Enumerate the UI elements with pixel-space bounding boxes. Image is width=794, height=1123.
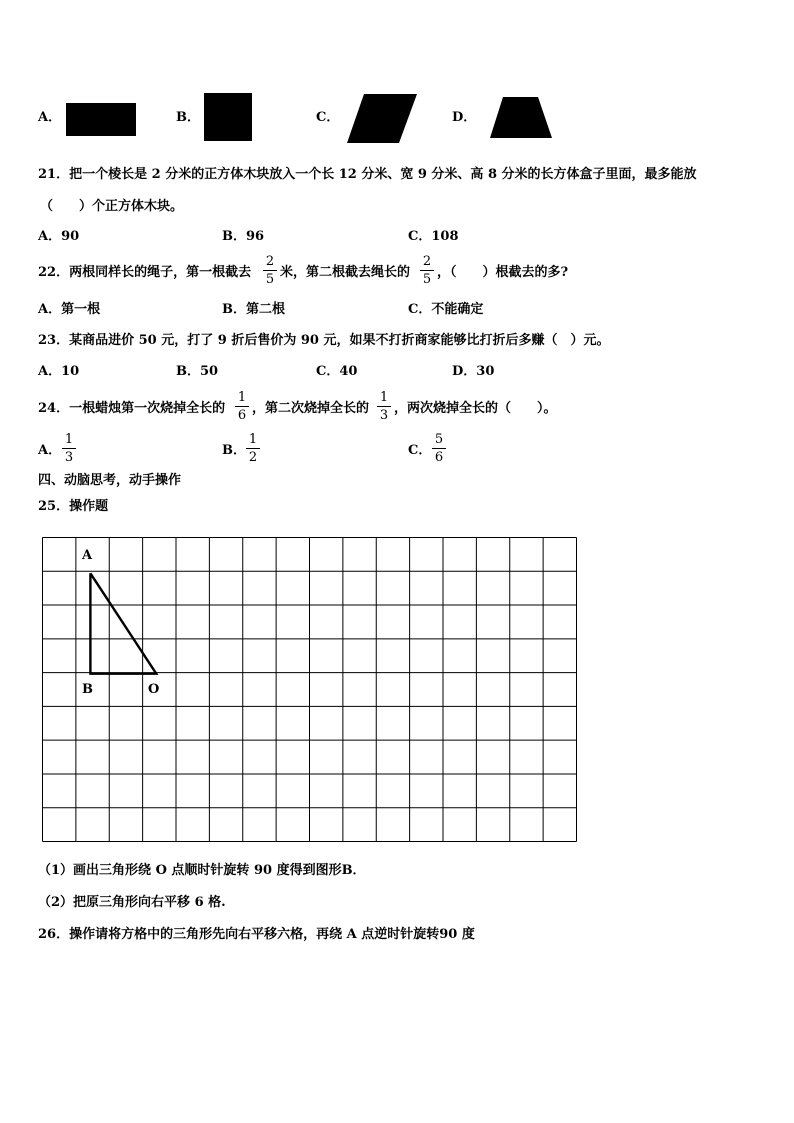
question-24-text-b: ，第二次烧掉全长的 [252, 401, 370, 416]
denominator: 6 [434, 450, 444, 465]
question-24-text-a: 24．一根蜡烛第一次烧掉全长的 [38, 401, 226, 416]
denominator: 6 [237, 408, 247, 423]
question-23-text: 23．某商品进价 50 元，打了 9 折后售价为 90 元，如果不打折商家能够比打折后多赚（ ）元。 [38, 333, 610, 348]
option-d-label: D． [452, 110, 477, 125]
denominator: 5 [265, 272, 275, 287]
question-22-option-c: C．不能确定 [408, 302, 484, 317]
denominator: 2 [248, 450, 258, 465]
question-25-title: 25．操作题 [38, 499, 109, 514]
question-21-option-b: B．96 [222, 229, 265, 244]
question-21-option-a: A．90 [38, 229, 80, 244]
question-23-option-a: A．10 [38, 364, 80, 379]
fraction [246, 432, 260, 465]
question-22-text-c: ，（ ）根截去的多? [437, 265, 569, 280]
question-21-option-c: C．108 [408, 229, 459, 244]
question-22-option-a: A．第一根 [38, 302, 101, 317]
denominator: 5 [422, 272, 432, 287]
square-grid [42, 537, 577, 842]
question-24-text-c: ，两次烧掉全长的（ ）。 [394, 401, 557, 416]
numerator: 2 [265, 254, 275, 269]
option-c-label: C． [316, 110, 340, 125]
fraction [235, 390, 249, 423]
numerator: 1 [248, 432, 258, 447]
fraction [432, 432, 446, 465]
question-24-option-c-label: C． [408, 443, 432, 458]
numerator: 1 [237, 390, 247, 405]
black-trapezoid [489, 96, 553, 139]
question-24-option-b-label: B． [222, 443, 246, 458]
question-23-option-b: B．50 [176, 364, 219, 379]
question-25-part-2: （2）把原三角形向右平移 6 格. [38, 895, 226, 910]
denominator: 3 [379, 408, 389, 423]
question-23-option-c: C．40 [316, 364, 358, 379]
fraction [377, 390, 391, 423]
option-b-label: B． [176, 110, 200, 125]
point-a-label: A [82, 548, 93, 563]
black-square [204, 93, 252, 141]
fraction [420, 254, 434, 287]
grid-lines [43, 538, 577, 842]
question-23-option-d: D．30 [452, 364, 495, 379]
question-24-option-a-label: A． [38, 443, 62, 458]
black-rectangle [66, 103, 136, 136]
black-parallelogram [346, 93, 418, 144]
numerator: 1 [379, 390, 389, 405]
denominator: 3 [64, 450, 74, 465]
question-26-text: 26．操作请将方格中的三角形先向右平移六格，再绕 A 点逆时针旋转90 度 [38, 927, 475, 942]
numerator: 2 [422, 254, 432, 269]
question-21-text-cont: （ ）个正方体木块。 [40, 199, 184, 214]
question-22-text-b: 米，第二根截去绳长的 [280, 265, 411, 280]
numerator: 1 [64, 432, 74, 447]
question-22-option-b: B．第二根 [222, 302, 285, 317]
fraction [62, 432, 76, 465]
option-a-label: A． [38, 110, 62, 125]
question-22-text-a: 22．两根同样长的绳子，第一根截去 [38, 265, 252, 280]
point-o-label: O [148, 682, 160, 697]
point-b-label: B [82, 682, 93, 697]
question-21-text: 21．把一个棱长是 2 分米的正方体木块放入一个长 12 分米、宽 9 分米、高 8 分米的长方体盒子里面，最多能放 [38, 167, 697, 182]
fraction [263, 254, 277, 287]
numerator: 5 [434, 432, 444, 447]
section-heading: 四、动脑思考，动手操作 [38, 473, 182, 488]
triangle-abo [90, 573, 156, 673]
question-25-part-1: （1）画出三角形绕 O 点顺时针旋转 90 度得到图形B． [38, 863, 366, 878]
